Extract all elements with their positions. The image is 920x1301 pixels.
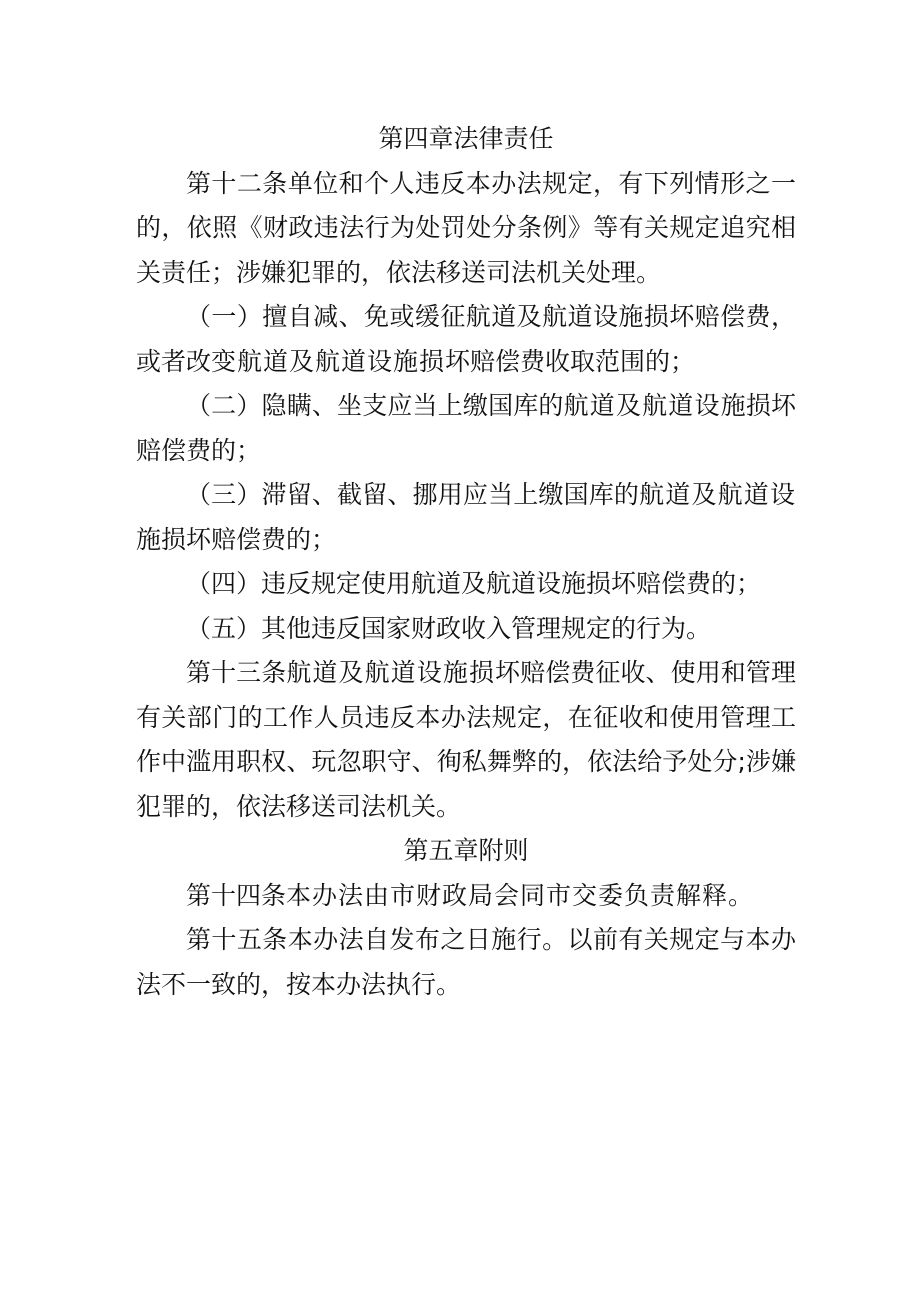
item-5-text: （五）其他违反国家财政收入管理规定的行为。 [186, 613, 712, 643]
article-12-item-2 [136, 384, 796, 473]
item-4-text: （四）违反规定使用航道及航道设施损坏赔偿费的； [186, 569, 762, 598]
article-12-item-1 [136, 295, 796, 384]
item-1-text: （一）擅自减、免或缓征航道及航道设施损坏赔偿费，或者改 [136, 302, 796, 376]
article-13 [136, 651, 796, 829]
item-3-text-end: 施损坏赔偿费的； [136, 524, 337, 554]
article-13-label: 第十三条 [186, 658, 287, 687]
item-2-serif-text: 航道及航道设 [563, 391, 721, 420]
article-15: 第十五条本办法自发布之日施行。以前有关规定与本办法不一致的，按本办法执行。 [136, 925, 796, 999]
item-2-text: （二）隐瞒、坐支应当上缴国库的 [186, 391, 564, 420]
article-12-item-4 [136, 562, 796, 607]
article-12-item-3 [136, 473, 796, 562]
article-13-serif-text: 航道及航道设施损 [286, 658, 496, 687]
article-12: 第十二条单位和个人违反本办法规定，有下列情形之一的，依照《财政违法行为处罚处分条例》等有关规定追究相关责任；涉嫌犯罪的，依法移送司法机关处理。 [136, 168, 796, 287]
document-body [136, 117, 796, 1007]
item-2-text-end: 施损坏赔偿费的； [136, 391, 796, 465]
article-14-label: 第十四条 [186, 880, 287, 910]
item-3-text: （三）滞留、截留、挪用应当上缴国库的 [186, 480, 640, 509]
article-13-text: 坏赔偿费征收、使用和管理有关部门的工作人员违反本办法规定，在征收和使用管理工作中滥用职权、玩忽职守、徇私舞弊的，依法给予处分;涉嫌犯罪的，依法移送司法机关。 [136, 658, 796, 821]
article-14-serif-text: 本办法由市财政局会同市交委负责解释。 [286, 880, 755, 910]
chapter-4-title: 第四章法律责任 [378, 124, 554, 153]
item-1-text-end: 坏赔偿费收取范围的； [445, 346, 696, 376]
item-1-serif-text: 变航道及航道设施损 [211, 346, 446, 376]
chapter-5-title: 第五章附则 [403, 836, 529, 865]
article-12-item-5 [136, 607, 796, 652]
article-14 [136, 874, 796, 919]
item-3-serif-text: 航道及航道设 [639, 480, 796, 509]
